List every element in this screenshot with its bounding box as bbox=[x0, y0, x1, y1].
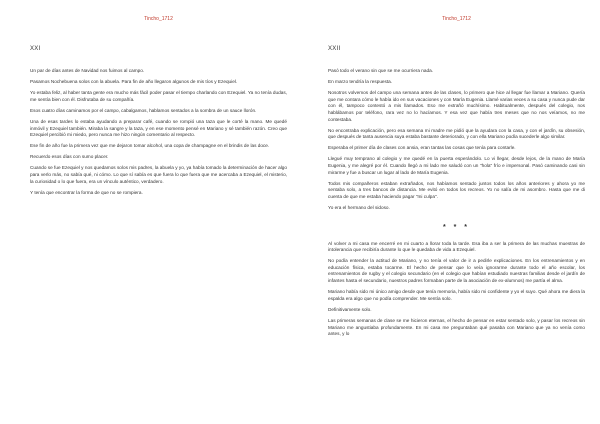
paragraph: Pasamos Nochebuena solos con la abuela. Para fin de año llegaron algunos de mis tíos y Ezequiel. bbox=[30, 79, 238, 85]
paragraph: Nosotros volvemos del campo una semana antes de las clases, lo primero que hice al llegar fue llamar a Mariano. Quería que me contara cómo le había ido en sus vacaciones y con María Eugenia. Llamé varias veces a su casa y nunca pude dar con él, tampoco contestó a mis llamados. Eso me extrañó muchísimo. Habitualmente, después del colegio, nos hablábamos por teléfono, rara vez no lo hacíamos. Y esa vez que había tres meses que no nos veíamos, no me contestaba. bbox=[328, 90, 585, 122]
running-head: Tincho_1712 bbox=[144, 16, 173, 22]
paragraph: Mariano había sido mi único amigo desde que tenía memoria, había sido mi confidente y yo el suyo. Qué ahora me diera la espalda era algo que no podía comprender. Me sentía solo. bbox=[328, 289, 585, 301]
paragraph: Cuando se fue Ezequiel y nos quedamos solos mis padres, la abuela y yo, ya había tomado la determinación de hacer algo para verlo más, no sabía qué, ni cómo. Lo que sí sabía es que fuera lo que fuera que me acercaba a Ezequiel, el misterio, la curiosidad o lo que fuera, era un vínculo auténtico, verdadero. bbox=[30, 165, 287, 184]
paragraph: Recuerdo esos días con sumo placer. bbox=[30, 154, 109, 160]
paragraph: Las primeras semanas de clase se me hicieron eternas, el hecho de pensar en estar sentado solo, y pasar los recreos sin Mariano me angustiaba profundamente. En mi casa me preguntaban qué pasaba con Mariano que ya no venía como antes, y lo bbox=[328, 317, 585, 337]
paragraph: Yo estaba feliz, al haber tanta gente era mucho más fácil poder pasar el tiempo charlando con Ezequiel. Ya no tenía dudas, me sentía bien con él. Disfrutaba de su compañía. bbox=[30, 90, 287, 102]
paragraph: No podía entender la actitud de Mariano, y no tenía el valor de ir a pedirle explicaciones. En los entrenamientos y en educación física, estaba tocarme. El hecho de pensar que lo veía ignorarme durante todo el año escolar, los entrenamientos de rugby y el colegio secundario (en el colegio que habían estudiado nuestras familias desde el jardín de infantes hasta el secundario, nuestros padres formaban parte de la asociación de ex-alumnos) me partía el alma. bbox=[328, 258, 585, 284]
paragraph: Y tenía que encontrar la forma de que no se rompiera. bbox=[30, 189, 143, 195]
paragraph: Al volver a mi casa me encerré en mi cuarto a llorar toda la tarde. Esa iba a ser la primera de las muchas muestras de intolerancia que recibiría durante lo que le quedaba de vida a Ezequiel. bbox=[328, 240, 585, 253]
paragraph: Todos mis compañeros estaban extrañados, nos habíamos sentado juntos todos los años anteriores y ahora yo me sentaba solo, a tres bancos de distancia. Me evitó en todos los recreos. Yo no salía de mi asombro. Hasta que me di cuenta de que me estaba haciendo pagar "mi culpa". bbox=[328, 180, 585, 199]
right-page-body bbox=[328, 68, 585, 212]
right-page-body-continued bbox=[328, 241, 585, 338]
paragraph: En marzo tendría la respuesta. bbox=[328, 79, 393, 85]
chapter-heading: XXI bbox=[30, 46, 41, 52]
paragraph: Pasó todo el verano sin que se me ocurriera nada. bbox=[328, 68, 434, 73]
left-page bbox=[10, 0, 295, 424]
right-page bbox=[310, 0, 595, 424]
paragraph: Esos cuatro días caminamos por el campo, cabalgamos, hablamos sentados a la sombra de un sauce llorón. bbox=[30, 107, 257, 113]
running-head: Tincho_1712 bbox=[442, 16, 471, 22]
chapter-heading: XXII bbox=[328, 46, 341, 52]
paragraph: No encontraba explicación, pero esa semana mi madre me pidió que la ayudara con la casa, y con el jardín, su obsesión, que después de tanta ausencia suya estaba bastante deteriorado, y con ella Mariano podía sucederle algo similar. bbox=[328, 127, 585, 140]
paragraph: Definitivamente solo. bbox=[328, 306, 372, 312]
paragraph: Yo era el hermano del sidoso. bbox=[328, 205, 390, 210]
left-page-body bbox=[30, 68, 287, 196]
paragraph: Una de esas tardes lo estaba ayudando a preparar café, cuando se rompió una taza que le corté la mano. Me quedé inmóvil y Ezequiel también. Miraba la sangre y la taza, y en ese momento pensé en Mariano y sé también razón. Creo que Ezequiel percibió mi miedo, pero nunca me hizo ningún comentario al respecto. bbox=[30, 118, 287, 138]
paragraph: Ese fin de año fue la primera vez que me dejaron tomar alcohol, una copa de champagne en el brindis de las doce. bbox=[30, 143, 270, 149]
section-separator: * * * bbox=[442, 223, 471, 231]
paragraph: Un par de días antes de Navidad nos fuimos al campo. bbox=[30, 68, 145, 73]
paragraph: Llegué muy temprano al colegio y me quedé en la puerta esperándolo. Lo vi llegar, desde lejos, de la mano de María Eugenia, y me alegré por él. Cuando llegó a mi lado me saludó con un "hola" frío e impersonal. Pasó caminando casi sin mirarme y fue a buscar un lugar al lado de María Eugenia. bbox=[328, 156, 585, 175]
paragraph: Esperaba el primer día de clases con ansia, eran tantas las cosas que tenía para contarle. bbox=[328, 145, 516, 151]
